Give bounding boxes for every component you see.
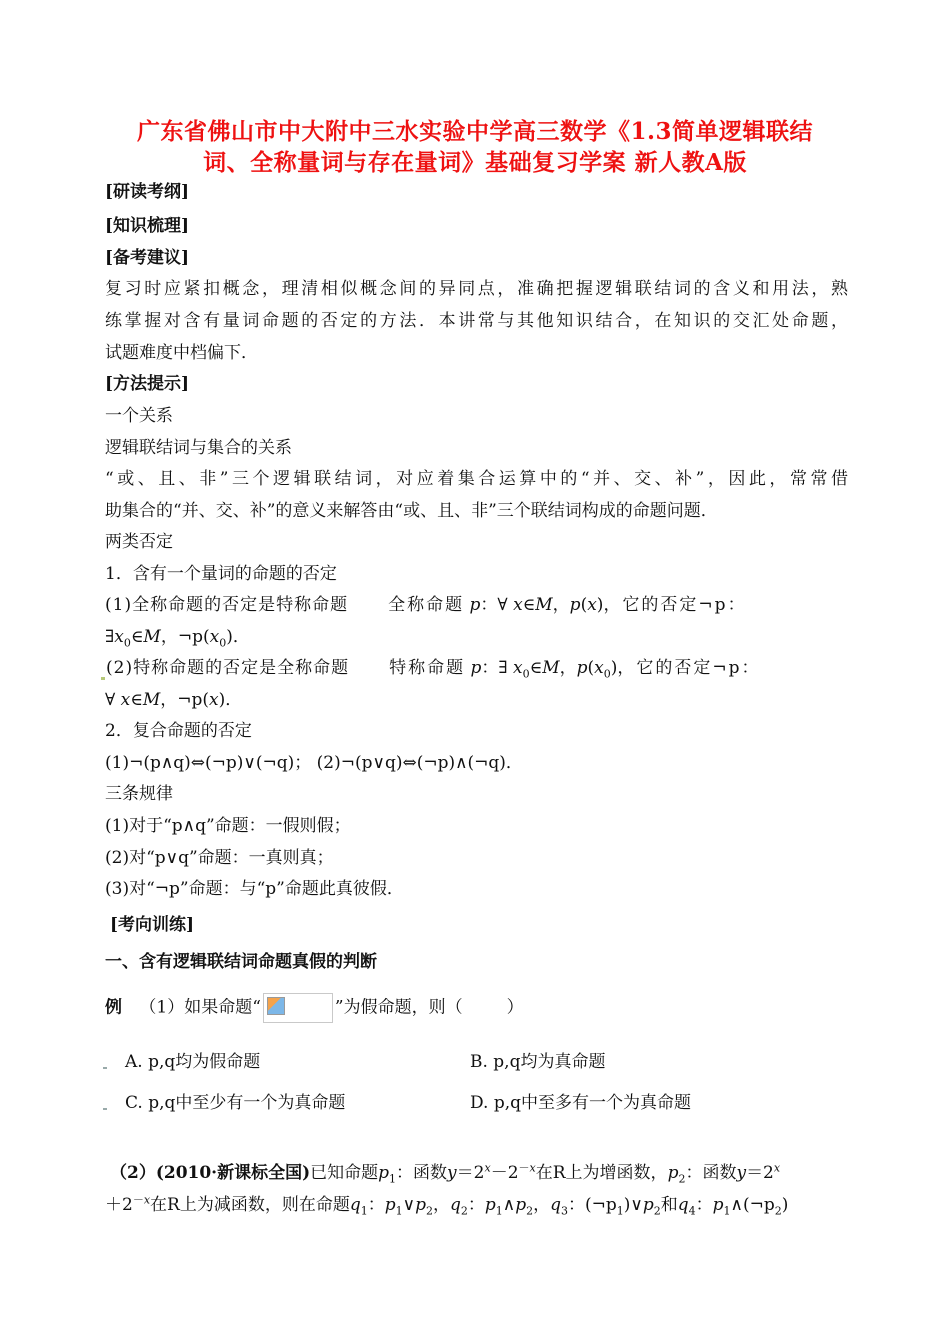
rule-1-close: )．	[226, 627, 250, 647]
rule-2-close: )．	[218, 690, 243, 710]
rule-2-exists: ：∃	[481, 658, 508, 678]
option-a: A. p,q均为假命题	[125, 1052, 261, 1072]
subheading-santiao-guilv: 三条规律	[105, 784, 173, 804]
title-line-1: 广东省佛山市中大附中三水实验中学高三数学《1.3简单逻辑联结	[136, 118, 813, 145]
law-2: (2)对“p∨q”命题：一真则真；	[105, 848, 334, 868]
beikao-paragraph-line-3: 试题难度中档偏下．	[105, 343, 258, 363]
rule-2-line-2: ∀ x∈M，¬p(x)．	[105, 690, 243, 710]
rule-2-negation: ，它的否定¬p：	[617, 658, 761, 678]
rule-2-quantifier-label: 特称命题	[389, 658, 466, 678]
item-1-heading: 1．含有一个量词的命题的否定	[105, 564, 337, 584]
beikao-paragraph-line-1: 复习时应紧扣概念，理清相似概念间的异同点，准确把握逻辑联结词的含义和用法，熟	[105, 279, 848, 299]
rule-1-text: (1)全称命题的否定是特称命题	[105, 595, 349, 615]
option-mark	[103, 1067, 107, 1069]
option-c: C. p,q中至少有一个为真命题	[125, 1093, 346, 1113]
heading-kaoxiang-xunlian: [考向训练]	[110, 915, 195, 935]
revision-mark	[101, 677, 105, 680]
example-2-line-2: $+2^{-x}$在R上为减函数，则在命题$q_1$：$p_1\vee p_2$，$q_2$：$p_1\wedge p_2$，$q_3$：$(\neg p_1)\vee p_2$和$q_4$：$p_1\wedge(\neg p_2)$	[105, 1193, 789, 1218]
example-2-line-1: （2）(2010·新课标全国)已知命题$p_1$：函数$y=2^x-2^{-x}$在R上为增函数，$p_2$：函数$y=2^x$	[110, 1161, 781, 1186]
rule-2-line-1: (2)特称命题的否定是全称命题 特称命题 p：∃ $x_0\in M$，$p(x_0)$，它的否定¬p：	[101, 656, 761, 680]
rule-2-neg-p: ，¬p(	[160, 690, 210, 710]
rule-2-text: (2)特称命题的否定是全称命题	[106, 658, 350, 678]
formula-image-placeholder	[263, 993, 333, 1023]
law-3: (3)对“¬p”命题：与“p”命题此真彼假．	[105, 879, 404, 899]
heading-yandu-kaogang: [研读考纲]	[105, 182, 190, 202]
subheading-liangl-fouding: 两类否定	[105, 532, 173, 552]
rule-1-neg-p: ，¬p(	[160, 627, 210, 647]
rule-1-in-2: ∈	[130, 627, 144, 647]
rule-1-line-2: $\exists x_0\in M$，$\neg p(x_0)$．	[105, 627, 250, 650]
rule-1-in: ∈	[522, 595, 536, 615]
item-2-text: 2．复合命题的否定	[105, 721, 252, 741]
example-1-question	[105, 993, 524, 1023]
example-label: 例	[105, 997, 122, 1018]
rule-1-negation: ，它的否定¬p：	[603, 595, 747, 615]
title-line-2: 词、全称量词与存在量词》基础复习学案 新人教A版	[203, 149, 747, 176]
rule-2-forall: ∀	[105, 690, 116, 710]
option-mark	[103, 1108, 107, 1110]
rule-1-comma: ，	[552, 595, 570, 615]
heading-fangfa-tishi: [方法提示]	[105, 374, 190, 394]
rule-2-comma: ，	[559, 658, 577, 678]
example-1-suffix: ”为假命题，则（	[334, 997, 463, 1018]
compound-negation-rules: (1)¬(p∧q)⇔(¬p)∨(¬q)； (2)¬(p∨q)⇔(¬p)∧(¬q)．	[105, 753, 523, 773]
example-1-close: ）	[506, 997, 524, 1018]
huo-paragraph-line-1: “或、且、非”三个逻辑联结词，对应着集合运算中的“并、交、补”，因此，常常借	[105, 469, 848, 489]
section-1-heading: 一、含有逻辑联结词命题真假的判断	[105, 952, 377, 972]
law-1: (1)对于“p∧q”命题：一假则假；	[105, 816, 351, 836]
rule-1-line-1: (1)全称命题的否定是特称命题 全称命题 p：∀ x∈M，p(x)，它的否定¬p：	[105, 595, 747, 615]
example-1-prefix: （1）如果命题“	[139, 997, 261, 1018]
huo-paragraph-line-2: 助集合的“并、交、补”的意义来解答由“或、且、非”三个联结词构成的命题问题．	[105, 501, 718, 521]
rule-1-exists: ∃	[105, 627, 115, 647]
subheading-yige-guanxi: 一个关系	[105, 406, 173, 426]
rule-1-quantifier-label: 全称命题	[388, 595, 465, 615]
heading-beikao-jianyi: [备考建议]	[105, 248, 190, 268]
subheading-luoji-jihe: 逻辑联结词与集合的关系	[105, 438, 292, 458]
beikao-paragraph-line-2: 练掌握对含有量词命题的否定的方法．本讲常与其他知识结合，在知识的交汇处命题，	[105, 311, 848, 331]
option-d: D. p,q中至多有一个为真命题	[470, 1093, 691, 1113]
broken-image-icon	[267, 997, 285, 1015]
heading-zhishi-shuli: [知识梳理]	[105, 216, 190, 236]
rule-1-forall: ：∀	[480, 595, 508, 615]
rule-2-in-2: ∈	[130, 690, 143, 710]
item-2-heading	[105, 719, 252, 743]
rule-2-in: ∈	[529, 658, 543, 678]
option-b: B. p,q均为真命题	[470, 1052, 606, 1072]
